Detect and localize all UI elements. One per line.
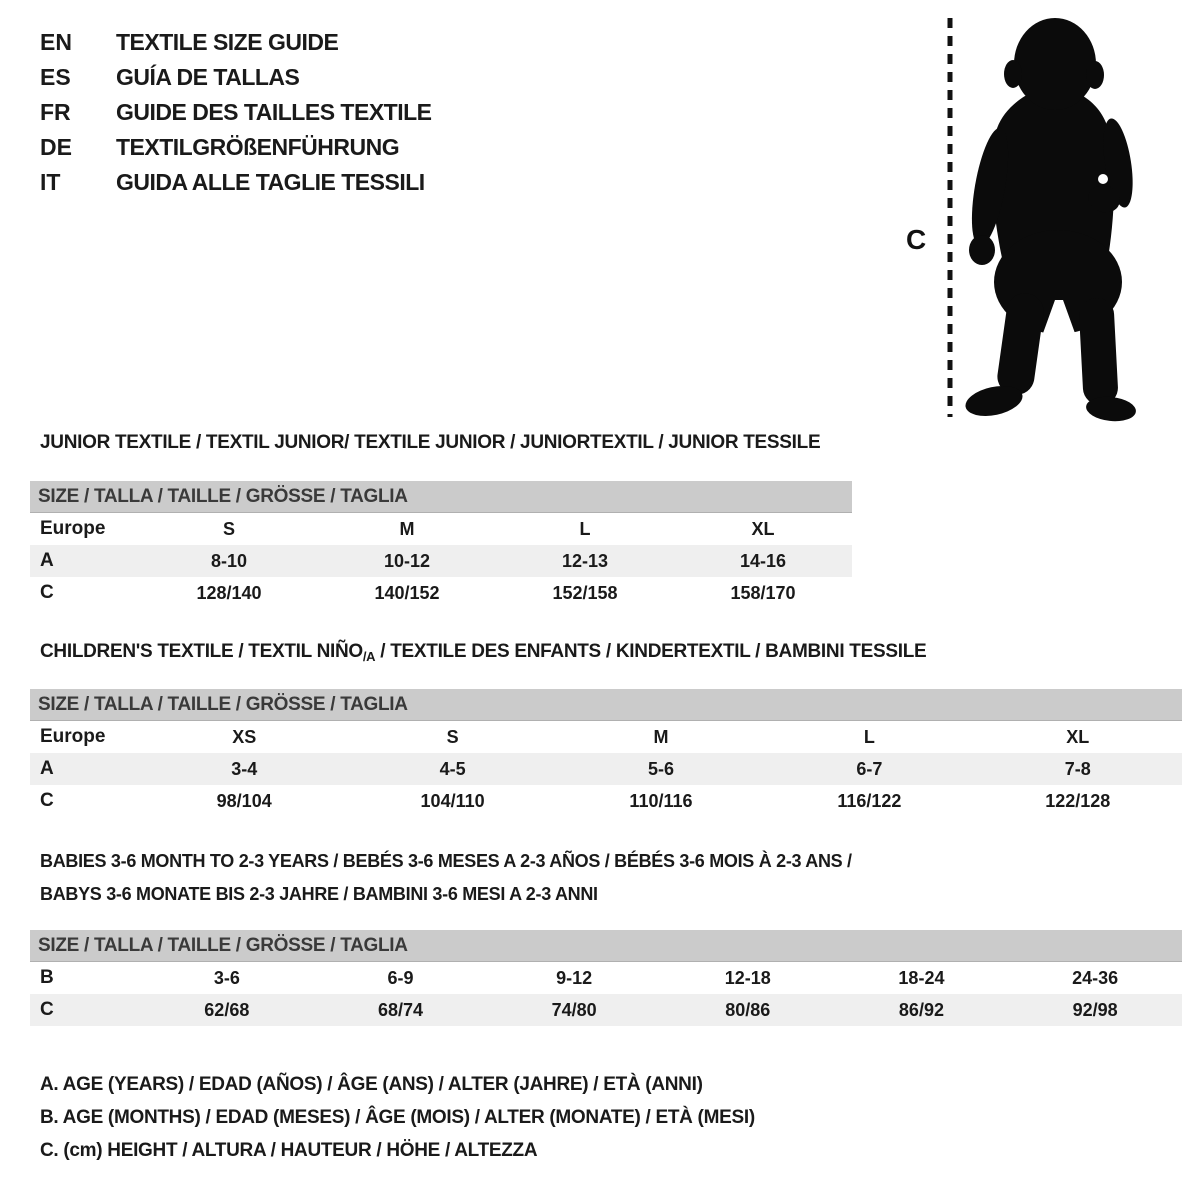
- lang-code: EN: [40, 29, 72, 55]
- language-title-list: [40, 25, 432, 200]
- lang-row-de: [40, 130, 432, 165]
- table-cell: 74/80: [487, 994, 661, 1026]
- table-cell: 122/128: [1045, 790, 1111, 811]
- table-cell: 18-24: [898, 967, 945, 988]
- table-cell: XS: [232, 726, 257, 747]
- children-title-sub: /A: [362, 649, 376, 664]
- table-cell: XL: [1066, 726, 1090, 747]
- table-cell: 8-10: [140, 545, 318, 577]
- size-table-header: SIZE / TALLA / TAILLE / GRÖSSE / TAGLIA: [30, 481, 852, 513]
- lang-row-es: [40, 60, 432, 95]
- baby-silhouette-figure: [890, 0, 1160, 440]
- lang-title: GUIDA ALLE TAGLIE TESSILI: [116, 169, 425, 195]
- table-cell: L: [863, 726, 875, 747]
- table-cell: 12-13: [496, 545, 674, 577]
- table-row: [30, 577, 852, 609]
- table-cell: 104/110: [420, 790, 485, 811]
- table-row: [30, 721, 1182, 754]
- lang-title: GUÍA DE TALLAS: [116, 64, 300, 90]
- height-label-c: C: [906, 224, 927, 255]
- table-cell: 10-12: [318, 545, 496, 577]
- table-cell: 68/74: [314, 994, 488, 1026]
- lang-title: TEXTILGRÖßENFÜHRUNG: [116, 134, 400, 160]
- table-cell: XL: [751, 518, 775, 539]
- babies-title-line2: BABYS 3-6 MONATE BIS 2-3 JAHRE / BAMBINI 3-6 MESI A 2-3 ANNI: [40, 884, 598, 904]
- table-cell: L: [579, 518, 591, 539]
- table-row: [30, 753, 1182, 785]
- size-table-header: SIZE / TALLA / TAILLE / GRÖSSE / TAGLIA: [30, 689, 1182, 721]
- table-cell: 62/68: [140, 994, 314, 1026]
- table-cell: 9-12: [556, 967, 593, 988]
- children-title-pre: CHILDREN'S TEXTILE / TEXTIL NIÑO: [40, 641, 363, 662]
- table-row: [30, 545, 852, 577]
- table-cell: 24-36: [1072, 967, 1119, 988]
- table-cell: 6-7: [765, 753, 973, 785]
- table-cell: 6-9: [387, 967, 414, 988]
- babies-section-title: [40, 845, 852, 911]
- row-label: Europe: [40, 726, 106, 747]
- lang-row-en: [40, 25, 432, 60]
- table-cell: M: [653, 726, 669, 747]
- lang-row-it: [40, 165, 432, 200]
- table-row: [30, 513, 852, 546]
- children-size-table: [30, 689, 1182, 817]
- legend-row-a: A. AGE (YEARS) / EDAD (AÑOS) / ÂGE (ANS) / ALTER (JAHRE) / ETÀ (ANNI): [40, 1074, 703, 1095]
- babies-size-table: [30, 930, 1182, 1026]
- table-cell: 92/98: [1008, 994, 1182, 1026]
- table-row: [30, 994, 1182, 1026]
- table-cell: 86/92: [835, 994, 1009, 1026]
- table-row: [30, 962, 1182, 995]
- babies-title-line1: BABIES 3-6 MONTH TO 2-3 YEARS / BEBÉS 3-6 MESES A 2-3 AÑOS / BÉBÉS 3-6 MOIS À 2-3 ANS /: [40, 851, 852, 871]
- table-cell: 110/116: [629, 790, 693, 811]
- row-label: A: [30, 545, 140, 577]
- legend-row-c: C. (cm) HEIGHT / ALTURA / HAUTEUR / HÖHE / ALTEZZA: [40, 1140, 538, 1161]
- children-title-post: / TEXTILE DES ENFANTS / KINDERTEXTIL / BAMBINI TESSILE: [375, 641, 927, 662]
- lang-row-fr: [40, 95, 432, 130]
- row-label: A: [30, 753, 140, 785]
- lang-title: GUIDE DES TAILLES TEXTILE: [116, 99, 432, 125]
- table-cell: 80/86: [661, 994, 835, 1026]
- table-cell: 140/152: [374, 582, 440, 603]
- table-cell: 3-6: [213, 967, 240, 988]
- lang-code: IT: [40, 169, 61, 195]
- table-cell: 158/170: [730, 582, 796, 603]
- table-cell: 152/158: [552, 582, 618, 603]
- table-cell: S: [446, 726, 459, 747]
- row-label: C: [30, 994, 140, 1026]
- lang-code: ES: [40, 64, 71, 90]
- table-cell: 5-6: [557, 753, 765, 785]
- size-table-header: SIZE / TALLA / TAILLE / GRÖSSE / TAGLIA: [30, 930, 1182, 962]
- table-cell: 98/104: [216, 790, 272, 811]
- row-label: C: [40, 790, 54, 811]
- table-row: [30, 785, 1182, 817]
- table-cell: 4-5: [348, 753, 556, 785]
- row-label: Europe: [40, 518, 106, 539]
- row-label: B: [40, 967, 54, 988]
- table-cell: M: [399, 518, 415, 539]
- table-cell: 14-16: [674, 545, 852, 577]
- lang-title: TEXTILE SIZE GUIDE: [116, 29, 339, 55]
- table-cell: 7-8: [974, 753, 1182, 785]
- legend-row-b: B. AGE (MONTHS) / EDAD (MESES) / ÂGE (MOIS) / ALTER (MONATE) / ETÀ (MESI): [40, 1107, 755, 1128]
- table-cell: 116/122: [837, 790, 902, 811]
- lang-code: DE: [40, 134, 72, 160]
- table-cell: 128/140: [196, 582, 262, 603]
- junior-section-title: JUNIOR TEXTILE / TEXTIL JUNIOR/ TEXTILE JUNIOR / JUNIORTEXTIL / JUNIOR TESSILE: [40, 432, 821, 453]
- table-cell: 12-18: [724, 967, 771, 988]
- junior-size-table: [30, 481, 852, 609]
- table-cell: 3-4: [140, 753, 348, 785]
- measurement-legend: [40, 1068, 755, 1167]
- lang-code: FR: [40, 99, 71, 125]
- baby-silhouette: [963, 18, 1138, 440]
- children-section-title: [40, 641, 926, 663]
- row-label: C: [40, 582, 54, 603]
- table-cell: S: [222, 518, 235, 539]
